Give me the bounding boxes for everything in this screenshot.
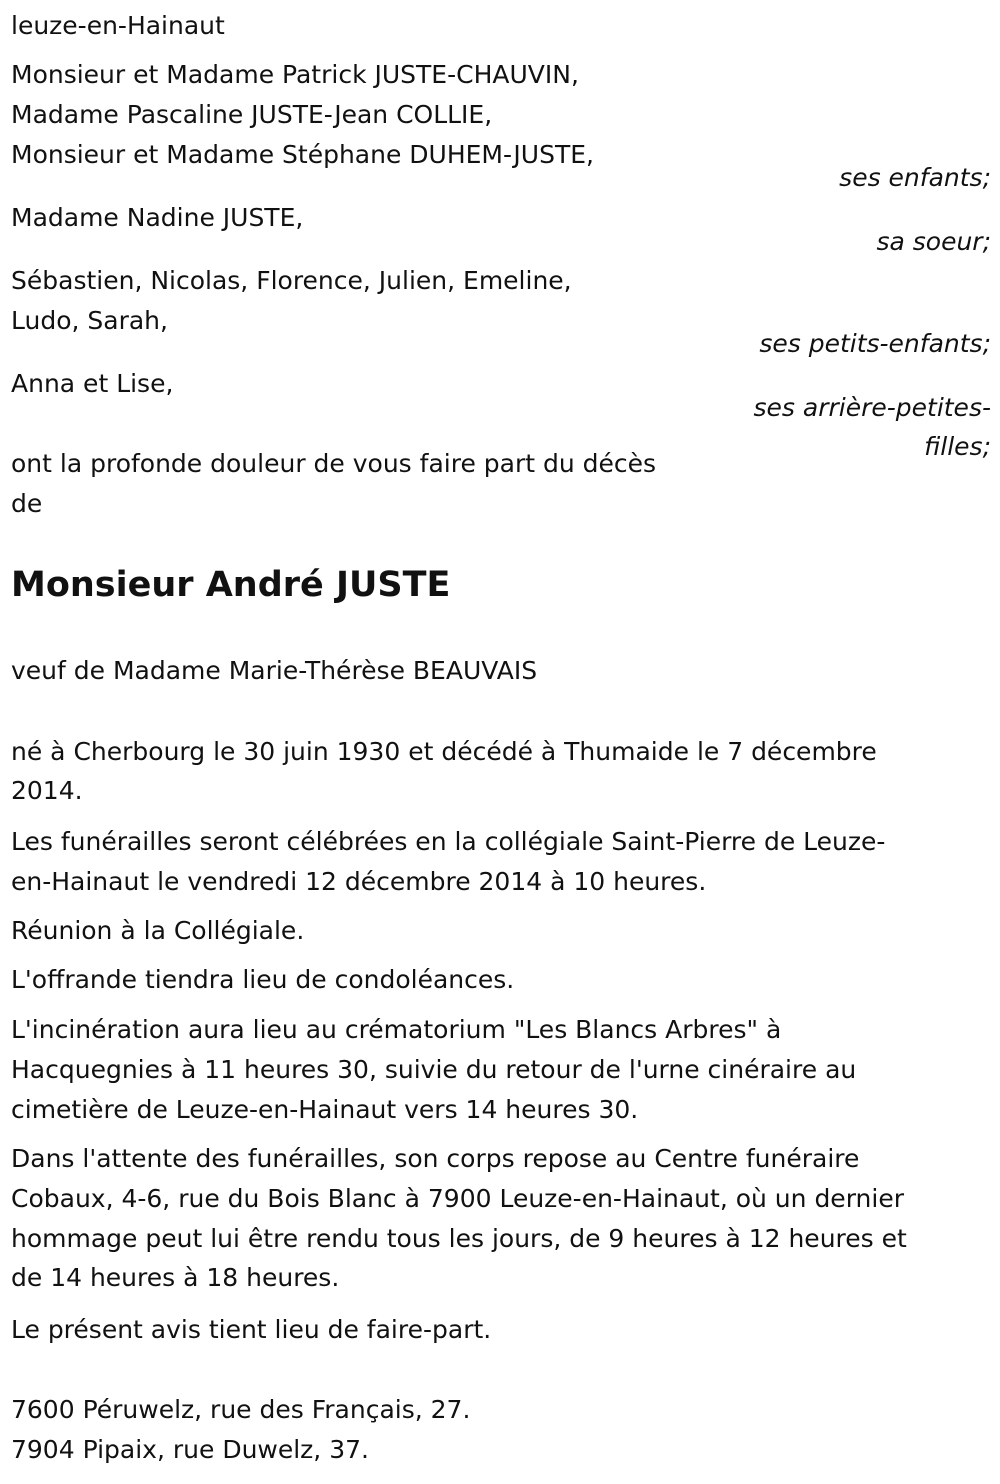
cremation-line: L'incinération aura lieu au crématorium "Les Blancs Arbres" à (11, 1015, 782, 1044)
viewing-line: Dans l'attente des funérailles, son corps repose au Centre funéraire (11, 1144, 860, 1173)
meeting-line: Réunion à la Collégiale. (11, 916, 305, 945)
offering-line: L'offrande tiendra lieu de condoléances. (11, 965, 515, 994)
grandchildren-line: Sébastien, Nicolas, Florence, Julien, Emeline, (11, 266, 572, 295)
birth-death-line: 2014. (11, 776, 83, 805)
role-sister: sa soeur; (876, 227, 991, 256)
role-grandchildren: ses petits-enfants; (759, 329, 991, 358)
great-grandchildren-line: Anna et Lise, (11, 369, 174, 398)
address-line: 7904 Pipaix, rue Duwelz, 37. (11, 1435, 369, 1464)
birth-death-line: né à Cherbourg le 30 juin 1930 et décédé à Thumaide le 7 décembre (11, 737, 877, 766)
grandchildren-line: Ludo, Sarah, (11, 306, 168, 335)
child-line: Madame Pascaline JUSTE-Jean COLLIE, (11, 100, 493, 129)
funeral-line: en-Hainaut le vendredi 12 décembre 2014 à 10 heures. (11, 867, 707, 896)
child-line: Monsieur et Madame Stéphane DUHEM-JUSTE, (11, 140, 594, 169)
role-great-grandchildren: filles; (924, 432, 991, 461)
announcement-line: ont la profonde douleur de vous faire part du décès (11, 449, 657, 478)
notice-line: Le présent avis tient lieu de faire-part. (11, 1315, 492, 1344)
viewing-line: de 14 heures à 18 heures. (11, 1263, 340, 1292)
viewing-line: Cobaux, 4-6, rue du Bois Blanc à 7900 Leuze-en-Hainaut, où un dernier (11, 1184, 904, 1213)
sister-line: Madame Nadine JUSTE, (11, 203, 304, 232)
viewing-line: hommage peut lui être rendu tous les jours, de 9 heures à 12 heures et (11, 1224, 907, 1253)
deceased-name: Monsieur André JUSTE (11, 565, 451, 605)
address-line: 7600 Péruwelz, rue des Français, 27. (11, 1395, 471, 1424)
funeral-line: Les funérailles seront célébrées en la collégiale Saint-Pierre de Leuze- (11, 827, 886, 856)
widower-line: veuf de Madame Marie-Thérèse BEAUVAIS (11, 656, 538, 685)
child-line: Monsieur et Madame Patrick JUSTE-CHAUVIN, (11, 60, 579, 89)
announcement-line: de (11, 489, 43, 518)
role-children: ses enfants; (839, 163, 991, 192)
location-header: leuze-en-Hainaut (11, 11, 225, 40)
role-great-grandchildren: ses arrière-petites- (753, 393, 991, 422)
cremation-line: cimetière de Leuze-en-Hainaut vers 14 heures 30. (11, 1095, 639, 1124)
cremation-line: Hacquegnies à 11 heures 30, suivie du retour de l'urne cinéraire au (11, 1055, 857, 1084)
